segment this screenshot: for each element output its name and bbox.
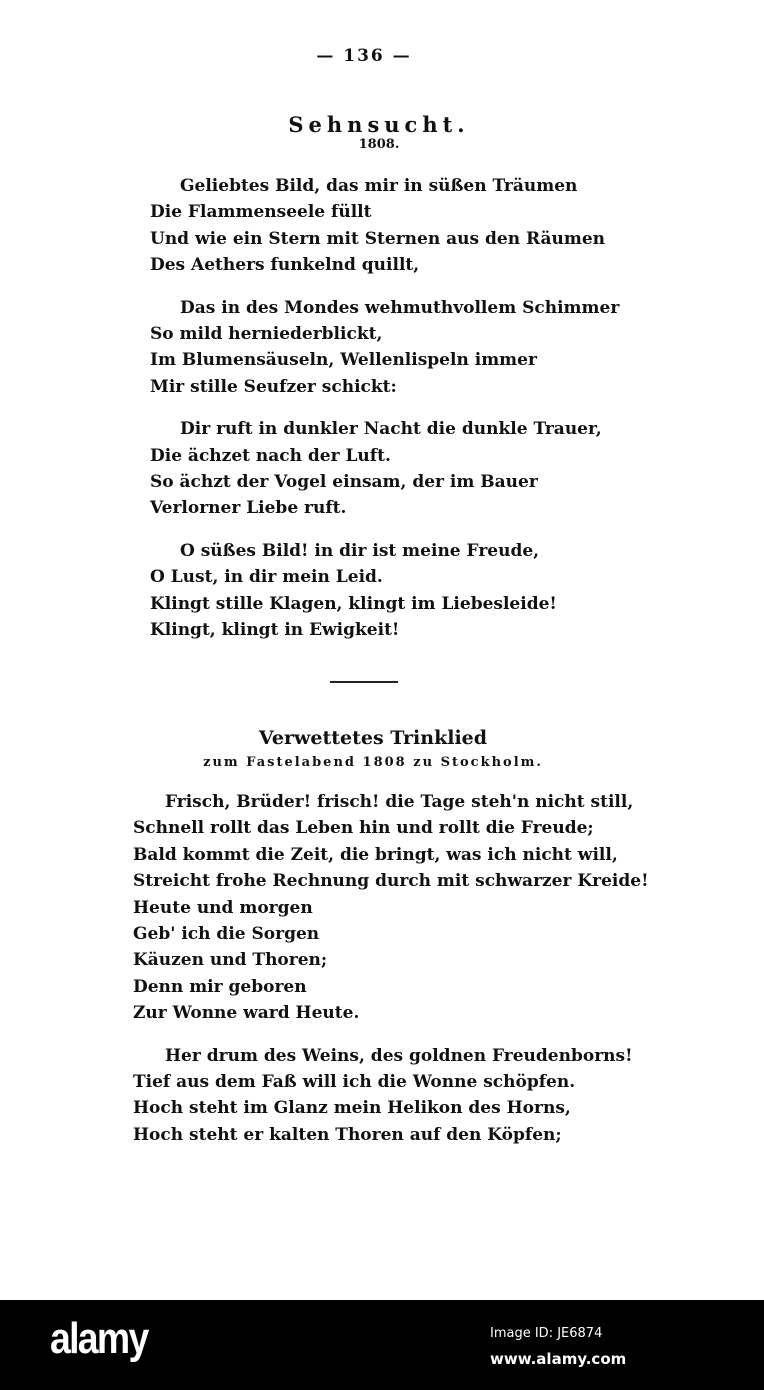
- poem-title: Verwettetes Trinklied: [258, 727, 488, 749]
- verse-line: Das in des Mondes wehmuthvollem Schimmer: [180, 297, 620, 318]
- stanza: [133, 789, 649, 1027]
- verse-line: Heute und morgen: [133, 897, 313, 918]
- verse-line: Verlorner Liebe ruft.: [150, 498, 347, 519]
- verse-line: Her drum des Weins, des goldnen Freudenborns!: [165, 1045, 633, 1066]
- page-number: — 136 —: [316, 46, 412, 66]
- verse-line: Denn mir geboren: [133, 976, 307, 997]
- verse-line: Und wie ein Stern mit Sternen aus den Räumen: [150, 228, 606, 249]
- verse-line: O Lust, in dir mein Leid.: [150, 567, 383, 588]
- verse-line: Mir stille Seufzer schickt:: [150, 376, 397, 397]
- image-id: Image ID: JE6874: [490, 1326, 603, 1341]
- verse-line: Schnell rollt das Leben hin und rollt die Freude;: [133, 818, 594, 839]
- stanza: [150, 538, 619, 644]
- watermark-bar: [0, 1300, 764, 1390]
- poem-year: 1808.: [358, 137, 400, 152]
- poem-subtitle: zum Fastelabend 1808 zu Stockholm.: [203, 755, 543, 770]
- verse-line: Zur Wonne ward Heute.: [133, 1003, 360, 1024]
- section-divider: [330, 681, 398, 683]
- verse-line: Klingt stille Klagen, klingt im Liebesleide!: [150, 593, 557, 614]
- verse-line: Hoch steht er kalten Thoren auf den Köpfen;: [133, 1124, 562, 1145]
- verse-line: Hoch steht im Glanz mein Helikon des Horns,: [133, 1098, 571, 1119]
- verse-line: Bald kommt die Zeit, die bringt, was ich nicht will,: [133, 844, 618, 865]
- verse-line: Dir ruft in dunkler Nacht die dunkle Trauer,: [180, 419, 602, 440]
- verse-line: Käuzen und Thoren;: [133, 950, 328, 971]
- verse-line: So ächzt der Vogel einsam, der im Bauer: [150, 472, 538, 493]
- verse-line: Klingt, klingt in Ewigkeit!: [150, 620, 400, 641]
- poem-sehnsucht: [150, 173, 619, 660]
- stanza: [150, 173, 619, 279]
- verse-line: Frisch, Brüder! frisch! die Tage steh'n nicht still,: [165, 792, 634, 812]
- stanza: [133, 1043, 649, 1149]
- verse-line: Im Blumensäuseln, Wellenlispeln immer: [150, 350, 537, 371]
- verse-line: Des Aethers funkelnd quillt,: [150, 255, 420, 276]
- verse-line: Geliebtes Bild, das mir in süßen Träumen: [180, 176, 578, 196]
- verse-line: Geb' ich die Sorgen: [133, 924, 320, 945]
- verse-line: Tief aus dem Faß will ich die Wonne schöpfen.: [133, 1072, 576, 1093]
- stanza: [150, 416, 619, 522]
- verse-line: Streicht frohe Rechnung durch mit schwarzer Kreide!: [133, 871, 649, 892]
- poem-title: Sehnsucht.: [288, 112, 470, 137]
- poem-trinklied: [133, 789, 649, 1164]
- stanza: [150, 295, 619, 401]
- site-url: www.alamy.com: [490, 1350, 627, 1368]
- alamy-logo: alamy: [50, 1314, 148, 1363]
- verse-line: Die ächzet nach der Luft.: [150, 445, 391, 466]
- verse-line: O süßes Bild! in dir ist meine Freude,: [180, 540, 540, 561]
- verse-line: Die Flammenseele füllt: [150, 202, 372, 223]
- verse-line: So mild herniederblickt,: [150, 324, 383, 345]
